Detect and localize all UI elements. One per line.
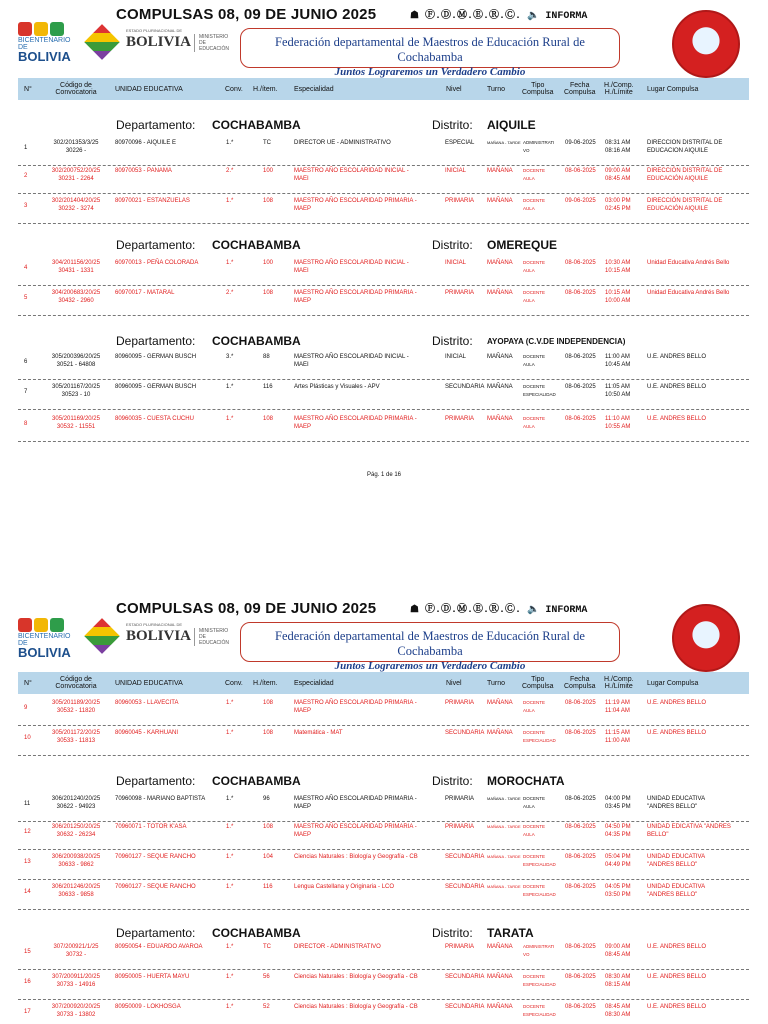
convocatoria-number: 3.* [226, 354, 234, 360]
horas-item: 108 [263, 824, 274, 830]
federation-emblem-icon [672, 10, 740, 78]
lugar-compulsa: Unidad Educativa Andrés Bello [647, 290, 730, 296]
nivel: INICIAL [445, 260, 467, 266]
table-row [18, 194, 749, 224]
lugar-compulsa: DIRECCIÓN DISTRITAL DE EDUCACIÓN AIQUILE [647, 168, 723, 182]
turno: MAÑANA [487, 974, 513, 980]
lugar-compulsa: UNIDAD EDICATIVA "ANDRES BELLO" [647, 824, 731, 838]
lugar-compulsa: U.E. ANDRES BELLO [647, 944, 707, 950]
turno: MAÑANA [487, 198, 513, 204]
document-page-2 [0, 596, 768, 1024]
bicentenario-logo: BICENTENARIO DE BOLIVIA [18, 22, 78, 62]
especialidad: Artes Plásticas y Visuales - APV [294, 384, 380, 390]
org-tag: ☗ Ⓕ.Ⓓ.Ⓜ.Ⓔ.Ⓡ.Ⓒ. 🔈 INFORMA [410, 605, 588, 616]
convocatoria-code: 304/200683/20/25 30432 - 2960 [51, 290, 101, 304]
especialidad: MAESTRO AÑO ESCOLARIDAD PRIMARIA - MAEP [294, 796, 417, 810]
nivel: INICIAL [445, 168, 467, 174]
district-heading [0, 238, 768, 256]
row-number: 7 [24, 389, 28, 395]
ministerio-logo: ESTADO PLURINACIONAL DE BOLIVIA MINISTERIO DE EDUCACIÓN [84, 616, 234, 656]
lugar-compulsa: U.E. ANDRES BELLO [647, 354, 707, 360]
lugar-compulsa: Unidad Educativa Andrés Bello [647, 260, 730, 266]
row-number: 6 [24, 359, 28, 365]
convocatoria-code: 302/200752/20/25 30231 - 2264 [51, 168, 101, 182]
convocatoria-number: 1.* [226, 854, 234, 860]
table-row [18, 726, 749, 756]
horas-item: 108 [263, 700, 274, 706]
hora-compulsa: 11:10 AM 10:55 AM [605, 416, 631, 430]
nivel: PRIMARIA [445, 944, 475, 950]
table-row [18, 970, 749, 1000]
tipo-compulsa: DOCENTE ESPECIALIDAD [523, 1004, 556, 1017]
convocatoria-code: 307/200911/20/25 30733 - 14916 [52, 974, 100, 988]
row-number: 13 [24, 859, 31, 865]
turno: MAÑANA - TARDE [487, 140, 521, 145]
departamento-label: Departamento: [116, 926, 196, 940]
row-number: 11 [24, 801, 31, 807]
convocatoria-number: 1.* [226, 796, 234, 802]
unidad-educativa: 80950005 - HUERTA MAYU [115, 974, 190, 980]
hora-compulsa: 04:00 PM 03:45 PM [605, 796, 631, 810]
lugar-compulsa: DIRECCIÓN DISTRITAL DE EDUCACIÓN AIQUILE [647, 198, 723, 212]
fecha-compulsa: 08-06-2025 [565, 796, 596, 802]
unidad-educativa: 80960095 - GERMAN BUSCH [115, 354, 197, 360]
tipo-compulsa: DOCENTE AULA [523, 354, 546, 367]
district-heading [0, 118, 768, 136]
tipo-compulsa: DOCENTE AULA [523, 824, 546, 837]
horas-item: TC [263, 140, 271, 146]
fecha-compulsa: 08-06-2025 [565, 416, 596, 422]
distrito-label: Distrito: [432, 118, 473, 132]
nivel: PRIMARIA [445, 700, 475, 706]
fecha-compulsa: 08-06-2025 [565, 944, 596, 950]
horas-item: 116 [263, 384, 273, 390]
tipo-compulsa: DOCENTE AULA [523, 796, 546, 809]
horas-item: 108 [263, 198, 274, 204]
unidad-educativa: 80960045 - KARHUANI [115, 730, 179, 736]
fecha-compulsa: 08-06-2025 [565, 260, 596, 266]
bicentenario-marks-icon [18, 618, 78, 632]
convocatoria-code: 305/201167/20/25 30523 - 10 [52, 384, 100, 398]
departamento-value: COCHABAMBA [212, 238, 301, 252]
fecha-compulsa: 08-06-2025 [565, 884, 596, 890]
horas-item: 96 [263, 796, 270, 802]
fecha-compulsa: 09-06-2025 [565, 140, 596, 146]
lugar-compulsa: UNIDAD EDUCATIVA "ANDRES BELLO" [647, 884, 706, 898]
departamento-value: COCHABAMBA [212, 334, 301, 348]
convocatoria-code: 304/201156/20/25 30431 - 1331 [52, 260, 100, 274]
convocatoria-number: 1.* [226, 384, 234, 390]
unidad-educativa: 70960127 - SEQUE RANCHO [115, 854, 196, 860]
turno: MAÑANA - TARDE [487, 884, 521, 889]
nivel: SECUNDARIA [445, 384, 485, 390]
turno: MAÑANA [487, 260, 513, 266]
unidad-educativa: 70960127 - SEQUE RANCHO [115, 884, 196, 890]
tipo-compulsa: DOCENTE ESPECIALIDAD [523, 974, 556, 987]
fecha-compulsa: 08-06-2025 [565, 700, 596, 706]
row-number: 16 [24, 979, 31, 985]
horas-item: 104 [263, 854, 274, 860]
row-number: 10 [24, 735, 31, 741]
row-number: 2 [24, 173, 28, 179]
hora-compulsa: 08:30 AM 08:15 AM [605, 974, 631, 988]
nivel: PRIMARIA [445, 198, 475, 204]
horas-item: 56 [263, 974, 270, 980]
table-row [18, 820, 749, 850]
bicentenario-logo: BICENTENARIO DE BOLIVIA [18, 618, 78, 658]
horas-item: 108 [263, 416, 274, 422]
fecha-compulsa: 08-06-2025 [565, 1004, 596, 1010]
convocatoria-code: 306/200938/20/25 30633 - 9862 [51, 854, 101, 868]
nivel: PRIMARIA [445, 416, 475, 422]
hora-compulsa: 10:15 AM 10:00 AM [605, 290, 631, 304]
tipo-compulsa: DOCENTE ESPECIALIDAD [523, 884, 556, 897]
unidad-educativa: 70960098 - MARIANO BAPTISTA [115, 796, 206, 802]
convocatoria-code: 302/201404/20/25 30232 - 3274 [51, 198, 101, 212]
especialidad: MAESTRO AÑO ESCOLARIDAD INICIAL - MAEI [294, 354, 409, 368]
convocatoria-code: 305/200396/20/25 30521 - 64808 [51, 354, 101, 368]
unidad-educativa: 80970096 - AIQUILE E [115, 140, 177, 146]
especialidad: DIRECTOR UE - ADMINISTRATIVO [294, 140, 391, 146]
departamento-value: COCHABAMBA [212, 926, 301, 940]
especialidad: MAESTRO AÑO ESCOLARIDAD PRIMARIA - MAEP [294, 700, 417, 714]
hora-compulsa: 04:50 PM 04:35 PM [605, 824, 631, 838]
convocatoria-number: 1.* [226, 700, 234, 706]
fecha-compulsa: 08-06-2025 [565, 168, 596, 174]
table-row [18, 164, 749, 194]
convocatoria-number: 1.* [226, 730, 234, 736]
row-number: 8 [24, 421, 28, 427]
row-number: 9 [24, 705, 28, 711]
turno: MAÑANA [487, 290, 513, 296]
row-number: 15 [24, 949, 31, 955]
distrito-value: MOROCHATA [487, 774, 565, 788]
lugar-compulsa: U.E. ANDRES BELLO [647, 700, 707, 706]
unidad-educativa: 80950054 - EDUARDO AVAROA [115, 944, 203, 950]
horas-item: 100 [263, 260, 274, 266]
lugar-compulsa: DIRECCION DISTRITAL DE EDUCACION AIQUILE [647, 140, 723, 154]
convocatoria-code: 306/201240/20/25 30622 - 94923 [51, 796, 101, 810]
especialidad: DIRECTOR - ADMINISTRATIVO [294, 944, 381, 950]
row-number: 14 [24, 889, 31, 895]
convocatoria-number: 1.* [226, 140, 234, 146]
federation-name: Federación departamental de Maestros de Educación Rural de Cochabamba [275, 35, 585, 64]
especialidad: Ciencias Naturales : Biología y Geografía - CB [294, 1004, 418, 1010]
lugar-compulsa: UNIDAD EDUCATIVA "ANDRES BELLO" [647, 796, 706, 810]
hora-compulsa: 11:19 AM 11:04 AM [605, 700, 630, 714]
fecha-compulsa: 09-06-2025 [565, 198, 596, 204]
nivel: SECUNDARIA [445, 974, 485, 980]
convocatoria-number: 1.* [226, 944, 234, 950]
tipo-compulsa: DOCENTE ESPECIALIDAD [523, 854, 556, 867]
table-row [18, 880, 749, 910]
departamento-label: Departamento: [116, 774, 196, 788]
turno: MAÑANA [487, 416, 513, 422]
table-row [18, 350, 749, 380]
especialidad: Lengua Castellana y Originaria - LCO [294, 884, 395, 890]
tipo-compulsa: DOCENTE AULA [523, 198, 546, 211]
distrito-value: AYOPAYA (C.V.DE INDEPENDENCIA) [487, 337, 626, 346]
hora-compulsa: 11:15 AM 11:00 AM [605, 730, 630, 744]
nivel: ESPECIAL [445, 140, 475, 146]
horas-item: 116 [263, 884, 273, 890]
horas-item: 88 [263, 354, 270, 360]
wiphala-icon [84, 24, 120, 60]
convocatoria-number: 1.* [226, 884, 234, 890]
hora-compulsa: 05:04 PM 04:49 PM [605, 854, 631, 868]
turno: MAÑANA - TARDE [487, 854, 521, 859]
unidad-educativa: 80970053 - PANAMA [115, 168, 172, 174]
table-row [18, 940, 749, 970]
departamento-label: Departamento: [116, 334, 196, 348]
fecha-compulsa: 08-06-2025 [565, 974, 596, 980]
nivel: SECUNDARIA [445, 730, 485, 736]
hora-compulsa: 11:00 AM 10:45 AM [605, 354, 631, 368]
turno: MAÑANA [487, 1004, 513, 1010]
wiphala-icon [84, 618, 120, 654]
especialidad: MAESTRO AÑO ESCOLARIDAD INICIAL - MAEI [294, 260, 409, 274]
convocatoria-code: 305/201169/20/25 30532 - 11551 [52, 416, 100, 430]
row-number: 12 [24, 829, 31, 835]
fecha-compulsa: 08-06-2025 [565, 384, 596, 390]
federation-name: Federación departamental de Maestros de Educación Rural de Cochabamba [275, 629, 585, 658]
hora-compulsa: 10:30 AM 10:15 AM [605, 260, 631, 274]
turno: MAÑANA [487, 944, 513, 950]
convocatoria-number: 1.* [226, 198, 234, 204]
nivel: PRIMARIA [445, 824, 475, 830]
horas-item: 108 [263, 730, 274, 736]
convocatoria-number: 1.* [226, 824, 234, 830]
especialidad: Ciencias Naturales : Biología y Geografía - CB [294, 854, 418, 860]
horas-item: TC [263, 944, 271, 950]
fecha-compulsa: 08-06-2025 [565, 730, 596, 736]
row-number: 4 [24, 265, 28, 271]
especialidad: Matemática - MAT [294, 730, 343, 736]
federation-banner [240, 622, 620, 672]
unidad-educativa: 80950009 - LOKHOSGA [115, 1004, 181, 1010]
tipo-compulsa: DOCENTE AULA [523, 260, 546, 273]
hora-compulsa: 03:00 PM 02:45 PM [605, 198, 631, 212]
fecha-compulsa: 08-06-2025 [565, 854, 596, 860]
departamento-label: Departamento: [116, 238, 196, 252]
convocatoria-code: 306/201246/20/25 30633 - 9858 [51, 884, 101, 898]
convocatoria-code: 302/201353/3/25 30226 - [53, 140, 99, 154]
table-row [18, 1000, 749, 1024]
bicentenario-marks-icon [18, 22, 78, 36]
distrito-label: Distrito: [432, 238, 473, 252]
lugar-compulsa: U.E. ANDRES BELLO [647, 1004, 707, 1010]
row-number: 17 [24, 1009, 31, 1015]
fecha-compulsa: 08-06-2025 [565, 824, 596, 830]
turno: MAÑANA [487, 730, 513, 736]
departamento-value: COCHABAMBA [212, 774, 301, 788]
row-number: 1 [24, 145, 28, 151]
distrito-value: OMEREQUE [487, 238, 558, 252]
hora-compulsa: 08:31 AM 08:16 AM [605, 140, 631, 154]
lugar-compulsa: U.E. ANDRES BELLO [647, 384, 707, 390]
federation-slogan: Juntos Lograremos un Verdadero Cambio [334, 660, 526, 672]
nivel: SECUNDARIA [445, 854, 485, 860]
turno: MAÑANA [487, 168, 513, 174]
row-number: 3 [24, 203, 28, 209]
departamento-value: COCHABAMBA [212, 118, 301, 132]
turno: MAÑANA [487, 384, 513, 390]
tipo-compulsa: DOCENTE AULA [523, 168, 546, 181]
horas-item: 100 [263, 168, 274, 174]
hora-compulsa: 09:00 AM 08:45 AM [605, 168, 631, 182]
convocatoria-number: 1.* [226, 974, 234, 980]
convocatoria-number: 2.* [226, 168, 234, 174]
tipo-compulsa: DOCENTE AULA [523, 700, 546, 713]
distrito-value: TARATA [487, 926, 534, 940]
especialidad: MAESTRO AÑO ESCOLARIDAD PRIMARIA - MAEP [294, 416, 417, 430]
lugar-compulsa: U.E. ANDRES BELLO [647, 416, 707, 422]
hora-compulsa: 09:00 AM 08:45 AM [605, 944, 631, 958]
table-row [18, 286, 749, 316]
nivel: SECUNDARIA [445, 884, 485, 890]
especialidad: MAESTRO AÑO ESCOLARIDAD PRIMARIA - MAEP [294, 198, 417, 212]
nivel: INICIAL [445, 354, 467, 360]
fecha-compulsa: 08-06-2025 [565, 354, 596, 360]
distrito-label: Distrito: [432, 774, 473, 788]
lugar-compulsa: UNIDAD EDUCATIVA "ANDRES BELLO" [647, 854, 706, 868]
table-row [18, 412, 749, 442]
unidad-educativa: 70960071 - TOTOR K'ASA [115, 824, 187, 830]
convocatoria-number: 2.* [226, 290, 234, 296]
turno: MAÑANA [487, 700, 513, 706]
document-title: COMPULSAS 08, 09 DE JUNIO 2025 [116, 6, 377, 23]
nivel: PRIMARIA [445, 290, 475, 296]
distrito-label: Distrito: [432, 334, 473, 348]
fecha-compulsa: 08-06-2025 [565, 290, 596, 296]
lugar-compulsa: U.E. ANDRES BELLO [647, 974, 707, 980]
district-heading [0, 774, 768, 792]
tipo-compulsa: DOCENTE ESPECIALIDAD [523, 384, 556, 397]
horas-item: 52 [263, 1004, 270, 1010]
especialidad: MAESTRO AÑO ESCOLARIDAD INICIAL - MAEI [294, 168, 409, 182]
tipo-compulsa: ADMINISTRATI VO [523, 140, 555, 153]
tipo-compulsa: DOCENTE ESPECIALIDAD [523, 730, 556, 743]
table-row [18, 696, 749, 726]
distrito-label: Distrito: [432, 926, 473, 940]
especialidad: MAESTRO AÑO ESCOLARIDAD PRIMARIA - MAEP [294, 290, 417, 304]
distrito-value: AIQUILE [487, 118, 536, 132]
convocatoria-code: 307/200921/1/25 30732 - [53, 944, 99, 958]
convocatoria-number: 1.* [226, 416, 234, 422]
turno: MAÑANA - TARDE [487, 824, 521, 829]
especialidad: MAESTRO AÑO ESCOLARIDAD PRIMARIA - MAEP [294, 824, 417, 838]
convocatoria-number: 1.* [226, 260, 234, 266]
nivel: SECUNDARIA [445, 1004, 485, 1010]
tipo-compulsa: ADMINISTRATI VO [523, 944, 555, 957]
horas-item: 108 [263, 290, 274, 296]
table-row [18, 850, 749, 880]
federation-slogan: Juntos Lograremos un Verdadero Cambio [334, 66, 526, 78]
unidad-educativa: 80960095 - GERMAN BUSCH [115, 384, 197, 390]
federation-banner [240, 28, 620, 78]
turno: MAÑANA - TARDE [487, 796, 521, 801]
table-header: N° Código de Convocatoria UNIDAD EDUCATIVA Conv. H./ítem. Especialidad Nivel Turno Tipo Compulsa Fecha Compulsa H./Comp. H./Límite Lugar Compulsa [18, 672, 749, 694]
unidad-educativa: 80960053 - LLAVECITA [115, 700, 179, 706]
unidad-educativa: 80970021 - ESTANZUELAS [115, 198, 190, 204]
unidad-educativa: 80960035 - CUESTA CUCHU [115, 416, 194, 422]
hora-compulsa: 11:05 AM 10:50 AM [605, 384, 631, 398]
tipo-compulsa: DOCENTE AULA [523, 416, 546, 429]
document-title: COMPULSAS 08, 09 DE JUNIO 2025 [116, 600, 377, 617]
convocatoria-code: 306/201250/20/25 30632 - 26234 [51, 824, 101, 838]
table-row [18, 380, 749, 410]
turno: MAÑANA [487, 354, 513, 360]
hora-compulsa: 04:05 PM 03:50 PM [605, 884, 631, 898]
table-header: N° Código de Convocatoria UNIDAD EDUCATIVA Conv. H./ítem. Especialidad Nivel Turno Tipo Compulsa Fecha Compulsa H./Comp. H./Límite Lugar Compulsa [18, 78, 749, 100]
convocatoria-code: 305/201189/20/25 30532 - 11820 [52, 700, 100, 714]
hora-compulsa: 08:45 AM 08:30 AM [605, 1004, 631, 1018]
departamento-label: Departamento: [116, 118, 196, 132]
unidad-educativa: 60970017 - MATARAL [115, 290, 175, 296]
row-number: 5 [24, 295, 28, 301]
convocatoria-number: 1.* [226, 1004, 234, 1010]
nivel: PRIMARIA [445, 796, 475, 802]
convocatoria-code: 305/201172/20/25 30533 - 11813 [52, 730, 100, 744]
ministerio-logo: ESTADO PLURINACIONAL DE BOLIVIA MINISTERIO DE EDUCACIÓN [84, 22, 234, 62]
org-tag: ☗ Ⓕ.Ⓓ.Ⓜ.Ⓔ.Ⓡ.Ⓒ. 🔈 INFORMA [410, 11, 588, 22]
unidad-educativa: 60970013 - PEÑA COLORADA [115, 260, 199, 266]
table-row [18, 136, 749, 166]
page-number: Pág. 1 de 16 [366, 472, 402, 478]
tipo-compulsa: DOCENTE AULA [523, 290, 546, 303]
lugar-compulsa: U.E. ANDRES BELLO [647, 730, 707, 736]
federation-emblem-icon [672, 604, 740, 672]
especialidad: Ciencias Naturales : Biología y Geografía - CB [294, 974, 418, 980]
convocatoria-code: 307/200920/20/25 30733 - 13802 [51, 1004, 101, 1018]
table-row [18, 792, 749, 822]
table-row [18, 256, 749, 286]
